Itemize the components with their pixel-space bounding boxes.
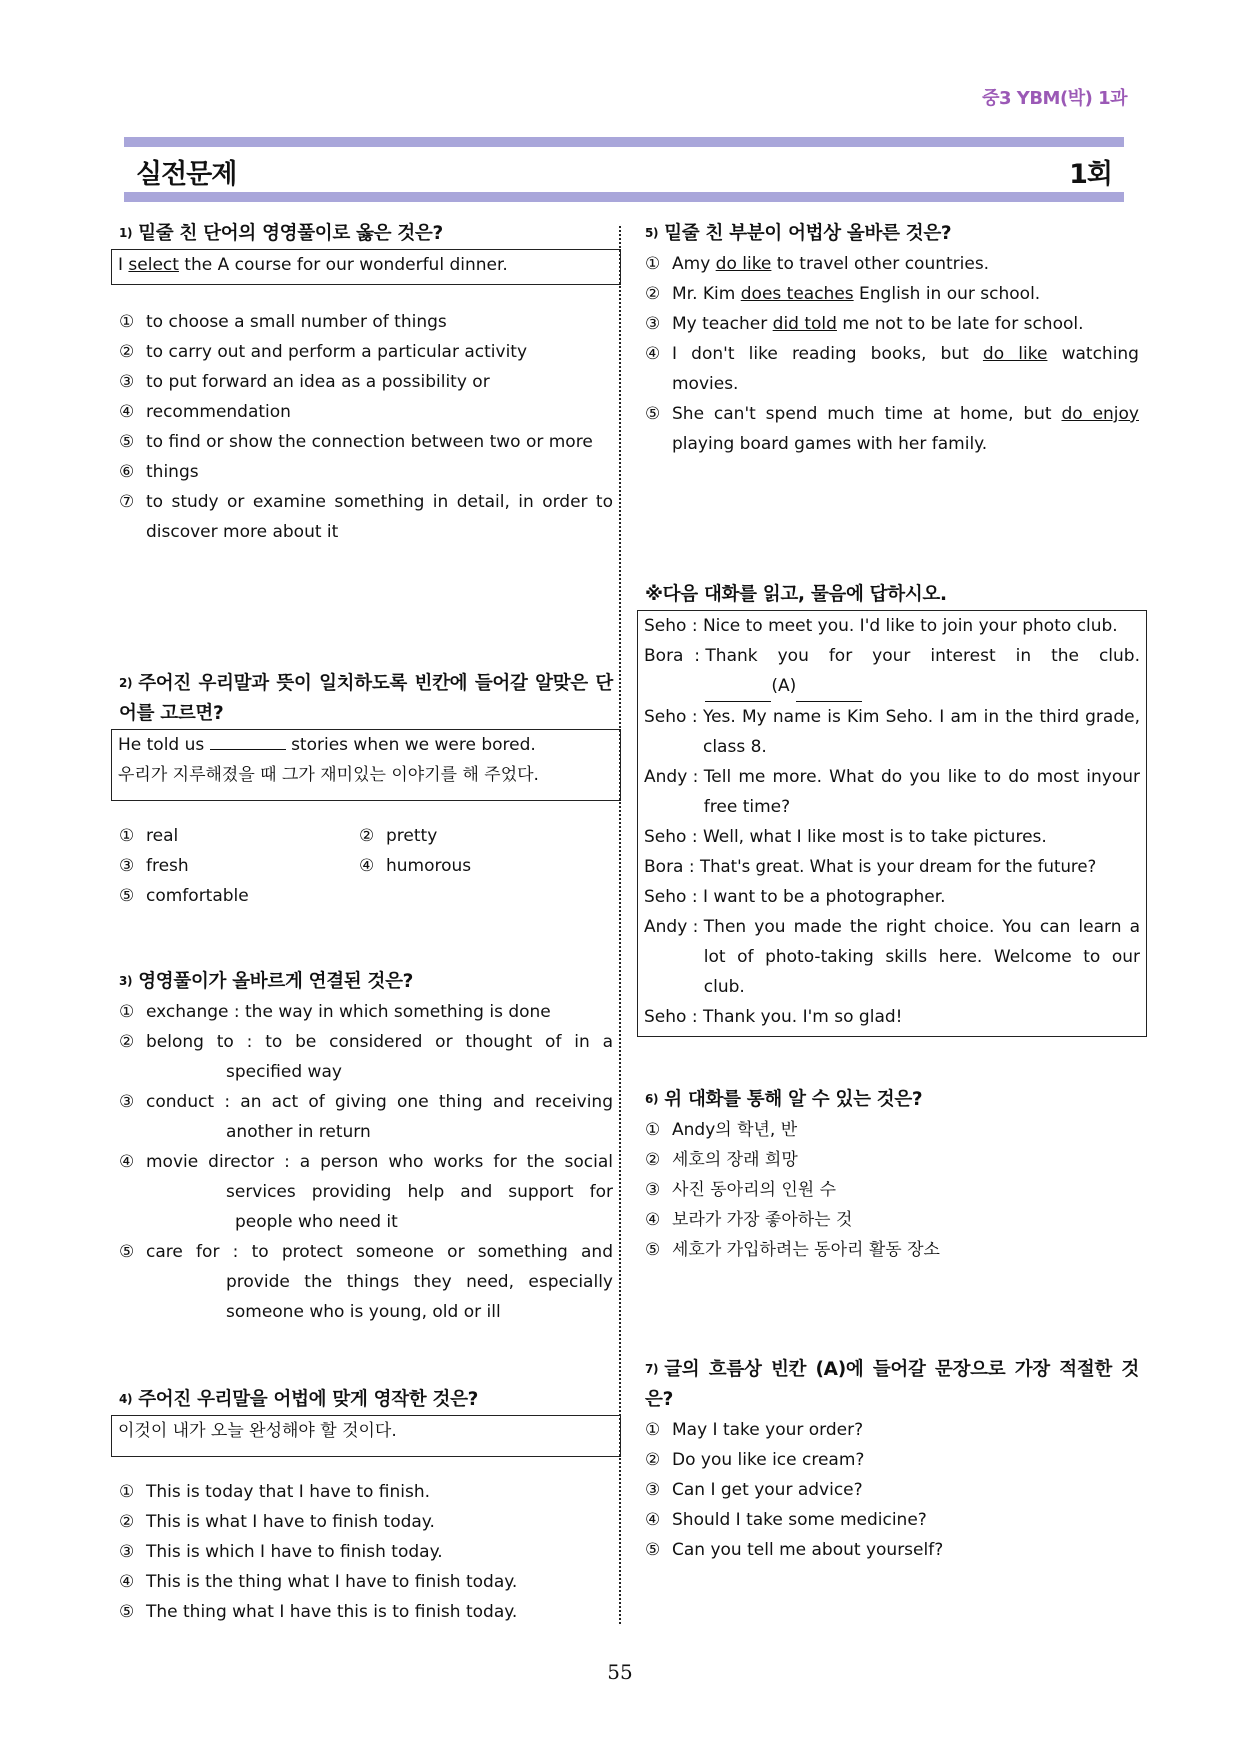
question-prompt: 5) 밑줄 친 부분이 어법상 올바른 것은?: [645, 223, 952, 244]
dialogue-line: Seho : Thank you. I'm so glad!: [644, 1002, 1140, 1032]
underlined-phrase: do like: [715, 254, 772, 274]
dialogue-section: [645, 580, 1139, 1037]
answer-option[interactable]: ② Do you like ice cream?: [645, 1450, 865, 1470]
answer-option[interactable]: ② 세호의 장래 희망: [645, 1150, 798, 1170]
fill-blank[interactable]: [210, 731, 286, 750]
answer-option[interactable]: ① May I take your order?: [645, 1420, 864, 1440]
speaker: Andy :: [644, 917, 704, 937]
question-6: [645, 1084, 1139, 1265]
page-number: 55: [607, 1660, 633, 1684]
answer-option[interactable]: ① real: [119, 826, 179, 846]
question-number: 6): [645, 1092, 659, 1106]
dialogue-line: Seho : Well, what I like most is to take pictures.: [644, 822, 1140, 852]
speaker: Bora :: [644, 857, 701, 877]
title-band-top: [124, 137, 1124, 147]
answer-option[interactable]: ① Andy의 학년, 반: [645, 1120, 798, 1140]
dialogue-line: Andy : Tell me more. What do you like to do most inyour free time?: [644, 762, 1140, 822]
title-band-bottom: [124, 192, 1124, 202]
question-passage-box: I select the A course for our wonderful dinner.: [111, 249, 621, 285]
answer-option[interactable]: ⑤ 세호가 가입하려는 동아리 활동 장소: [645, 1240, 940, 1260]
answer-option[interactable]: ④ recommendation: [119, 402, 291, 422]
page-title: 실전문제: [136, 159, 237, 190]
dialogue-box: [637, 610, 1147, 1037]
question-3: 3) 영영풀이가 올바르게 연결된 것은? ① exchange : the way in which something is done ② belong to : to be considered or thought of in a specified way ③ conduct : an act of giving one thing and receiving another in return ④ movie director : a person who works for the social services providing help and support for people who need it ⑤ care for : to protect someone or something and provide the things they need, especially someone who is young, old or ill: [119, 966, 613, 1327]
question-prompt: 6) 위 대화를 통해 알 수 있는 것은?: [645, 1089, 923, 1110]
answer-option[interactable]: ② to carry out and perform a particular activity: [119, 342, 528, 362]
answer-option[interactable]: ② belong to : to be considered or thought of in a: [119, 1032, 613, 1052]
question-prompt: 3) 영영풀이가 올바르게 연결된 것은?: [119, 971, 414, 992]
question-passage-box: He told us stories when we were bored. 우리가 지루해졌을 때 그가 재미있는 이야기를 해 주었다.: [111, 729, 621, 801]
answer-option[interactable]: ① exchange : the way in which something is done: [119, 1002, 551, 1022]
answer-option[interactable]: ⑦ to study or examine something in detail, in order to discover more about it: [119, 492, 613, 542]
question-prompt: 4) 주어진 우리말을 어법에 맞게 영작한 것은?: [119, 1389, 479, 1410]
question-prompt: 7) 글의 흐름상 빈칸 (A)에 들어갈 문장으로 가장 적절한 것은?: [645, 1359, 1139, 1410]
course-tag: 중3 YBM(박) 1과: [982, 88, 1127, 109]
answer-option[interactable]: ④ humorous: [359, 856, 472, 876]
question-number: 1): [119, 226, 133, 240]
dialogue-line: Seho : Yes. My name is Kim Seho. I am in the third grade, class 8.: [644, 702, 1140, 762]
answer-option[interactable]: ⑤ to find or show the connection between two or more: [119, 432, 593, 452]
question-number: 7): [645, 1362, 659, 1376]
dialogue-line: Bora : Thank you for your interest in the club. (A): [644, 641, 1140, 702]
speaker: Seho :: [644, 827, 703, 847]
answer-option[interactable]: ④ This is the thing what I have to finish today.: [119, 1572, 518, 1592]
answer-option[interactable]: ② pretty: [359, 826, 438, 846]
question-prompt: 1) 밑줄 친 단어의 영영풀이로 옳은 것은?: [119, 223, 443, 244]
answer-option[interactable]: ① to choose a small number of things: [119, 312, 447, 332]
speaker: Bora :: [644, 646, 706, 666]
dialogue-instruction: ※다음 대화를 읽고, 물음에 답하시오.: [645, 584, 947, 605]
question-2: [119, 668, 613, 911]
question-passage-box: 이것이 내가 오늘 완성해야 할 것이다.: [111, 1415, 621, 1457]
answer-option[interactable]: ⑤ Can you tell me about yourself?: [645, 1540, 944, 1560]
question-number: 2): [119, 676, 133, 690]
answer-option[interactable]: ① Amy do like to travel other countries.: [645, 254, 990, 274]
question-7: [645, 1354, 1139, 1565]
answer-option[interactable]: ④ movie director : a person who works for the social: [119, 1152, 613, 1172]
question-5: [645, 218, 1139, 459]
underlined-phrase: do enjoy: [1061, 404, 1139, 424]
speaker: Andy :: [644, 767, 704, 787]
answer-option[interactable]: ⑤ comfortable: [119, 886, 249, 906]
answer-options-grid: [119, 821, 613, 911]
title-bar: [124, 148, 1124, 192]
answer-option[interactable]: ② This is what I have to finish today.: [119, 1512, 435, 1532]
answer-option[interactable]: ④ I don't like reading books, but do like watching movies.: [645, 344, 1139, 394]
answer-option[interactable]: ④ Should I take some medicine?: [645, 1510, 927, 1530]
dialogue-line: Andy : Then you made the right choice. You can learn a lot of photo-taking skills here. Welcome to our club.: [644, 912, 1140, 1002]
underlined-phrase: does teaches: [740, 284, 854, 304]
round-label: 1회: [1069, 159, 1112, 190]
question-4: [119, 1384, 613, 1627]
question-prompt: 2) 주어진 우리말과 뜻이 일치하도록 빈칸에 들어갈 알맞은 단어를 고르면?: [119, 673, 613, 724]
speaker: Seho :: [644, 707, 703, 727]
answer-option[interactable]: ③ My teacher did told me not to be late for school.: [645, 314, 1084, 334]
answer-option[interactable]: ① This is today that I have to finish.: [119, 1482, 431, 1502]
underlined-phrase: did told: [772, 314, 837, 334]
answer-option[interactable]: ③ conduct : an act of giving one thing and receiving: [119, 1092, 613, 1112]
answer-option[interactable]: ③ fresh: [119, 856, 189, 876]
underlined-word: select: [128, 255, 179, 275]
answer-option[interactable]: ③ 사진 동아리의 인원 수: [645, 1180, 837, 1200]
question-number: 3): [119, 974, 133, 988]
answer-option[interactable]: ⑤ She can't spend much time at home, but do enjoy playing board games with her family.: [645, 404, 1139, 454]
answer-option[interactable]: ③ This is which I have to finish today.: [119, 1542, 443, 1562]
answer-option[interactable]: ⑤ care for : to protect someone or something and: [119, 1242, 613, 1262]
underlined-phrase: do like: [982, 344, 1048, 364]
speaker: Seho :: [644, 887, 703, 907]
answer-option[interactable]: ④ 보라가 가장 좋아하는 것: [645, 1210, 853, 1230]
dialogue-line: Seho : Nice to meet you. I'd like to join your photo club.: [644, 611, 1140, 641]
answer-option[interactable]: ③ to put forward an idea as a possibility or: [119, 372, 490, 392]
dialogue-line: Bora : That's great. What is your dream for the future?: [644, 852, 1140, 882]
speaker: Seho :: [644, 1007, 703, 1027]
question-number: 4): [119, 1392, 133, 1406]
speaker: Seho :: [644, 616, 703, 636]
answer-option[interactable]: ③ Can I get your advice?: [645, 1480, 863, 1500]
dialogue-line: Seho : I want to be a photographer.: [644, 882, 1140, 912]
question-number: 5): [645, 226, 659, 240]
blank-a[interactable]: [705, 671, 771, 702]
answer-option[interactable]: ② Mr. Kim does teaches English in our school.: [645, 284, 1041, 304]
blank-a-label: (A): [771, 676, 797, 696]
question-1: [119, 218, 613, 547]
answer-option[interactable]: ⑤ The thing what I have this is to finish today.: [119, 1602, 518, 1622]
answer-option[interactable]: ⑥ things: [119, 462, 199, 482]
